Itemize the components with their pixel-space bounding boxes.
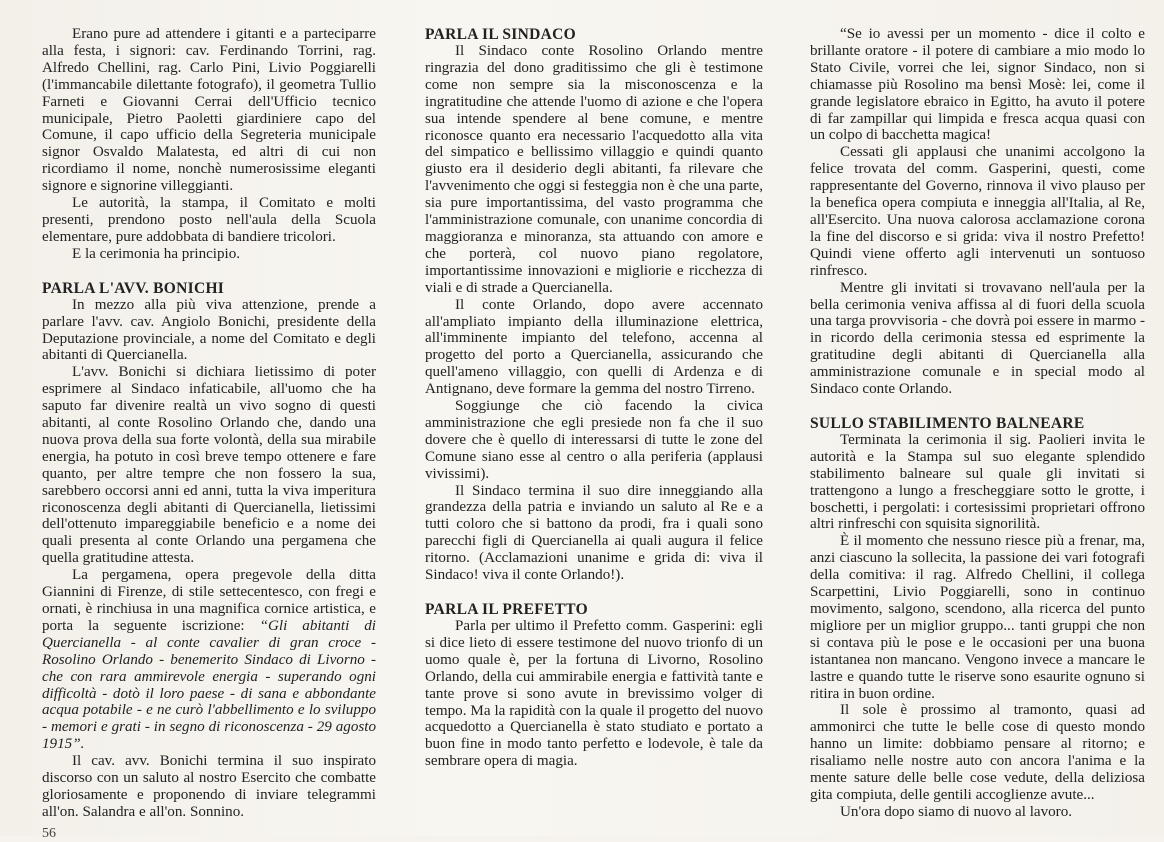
paragraph: Il conte Orlando, dopo avere accennato all'ampliato impianto della illuminazione elettrica, all'imminente impianto del telefono, accenna al progetto del porto a Quercianella, assicurando che quell'ameno villaggio, con quelli di Ardenza e di Antignano, deve formare la gemma del nostro Tirreno. bbox=[425, 296, 763, 398]
page-number: 56 bbox=[42, 826, 56, 841]
section-heading: PARLA IL SINDACO bbox=[425, 26, 576, 43]
paragraph-text: La pergamena, opera pregevole della ditta Giannini di Firenze, di stile settecentesco, con fregi e ornati, è rinchiusa in una magnifica cornice artistica, e porta la seguente iscrizione: bbox=[42, 567, 376, 634]
paragraph: Un'ora dopo siamo di nuovo al lavoro. bbox=[840, 803, 1073, 820]
inscription-quote: “Gli abitanti di Quercianella - al conte cavalier di gran croce - Rosolino Orlando - benemerito Sindaco di Livorno - che con rara ammirevole energia - superando ogni difficoltà - dotò il loro paese - di sana e abbondante acqua potabile - e ne curò l'abbellimento e lo sviluppo - memori e grati - in segno di riconoscenza - 29 agosto 1915”. bbox=[42, 617, 377, 753]
paragraph: Le autorità, la stampa, il Comitato e molti presenti, prendono posto nell'aula della Scuola elementare, pure addobbata di bandiere tricolori. bbox=[42, 195, 376, 245]
paragraph: Il sole è prossimo al tramonto, quasi ad ammonirci che tutte le belle cose di questo mondo hanno un limite: dobbiamo pensare al ritorno; e risaliamo nelle nostre auto con ancora l'anima e la mente sature delle belle cose vedute, della deliziosa gita compiuta, delle gentili accoglienze avute... bbox=[810, 702, 1145, 803]
paragraph: In mezzo alla più viva attenzione, prende a parlare l'avv. cav. Angiolo Bonichi, presidente della Deputazione provinciale, a nome del Comitato e degli abitanti di Quercianella. bbox=[42, 296, 376, 364]
section-heading: SULLO STABILIMENTO BALNEARE bbox=[810, 414, 1085, 432]
paragraph: Soggiunge che ciò facendo la civica amministrazione che egli presiede non fa che il suo dovere che è quello di interessarsi di tutte le zone del Comune siano esse al centro o alla periferia (applausi vivissimi). bbox=[425, 398, 763, 482]
paragraph: E la cerimonia ha principio. bbox=[72, 245, 241, 262]
paragraph: È il momento che nessuno riesce più a frenar, ma, anzi ciascuno la sollecita, la passione dei vari fotografi della comitiva: il rag. Alfredo Chellini, il collega Scarpettini, Livio Poggiarelli, sono in continuo movimento, salgono, scendono, alla ricerca del punto migliore per un miglior gruppo... tanti gruppi che non si contava più le pose e le occasioni per una buona istantanea non mancano. Vengono invece a mancare le lastre e quando tutte le riserve sono esaurite ognuno si ritira in buon ordine. bbox=[810, 533, 1145, 702]
paragraph: Parla per ultimo il Prefetto comm. Gasperini: egli si dice lieto di essere testimone del nuovo trionfo di un uomo quale è, per la fortuna di Livorno, Rosolino Orlando, della cui ammirabile energia e fattività tante e tante prove si sono avute in brevissimo volger di tempo. Ma la rapidità con la quale il progetto del nuovo acquedotto a Quercianella è stato studiato e portato a buon fine in modo tanto perfetto e lodevole, è tale da sembrare opera di magia. bbox=[425, 618, 763, 770]
section-heading: PARLA IL PREFETTO bbox=[425, 601, 589, 618]
section-heading: PARLA L'AVV. BONICHI bbox=[42, 279, 225, 297]
column-right bbox=[810, 26, 1145, 821]
paragraph bbox=[42, 567, 376, 753]
paragraph: Terminata la cerimonia il sig. Paolieri invita le autorità e la Stampa sul suo elegante splendido stabilimento balneare sul quale gli invitati si trattengono a lungo a frescheggiare sotto le grotte, i boschetti, i pergolati: i cortesissimi proprietari offrono altri rinfreschi con squisita signorilità. bbox=[810, 431, 1145, 533]
column-left bbox=[42, 26, 376, 821]
paragraph: Cessati gli applausi che unanimi accolgono la felice trovata del comm. Gasperini, questi, come rappresentante del Governo, rinnova il vivo plauso per la benefica opera compiuta e inneggia all'Italia, al Re, all'Esercito. Una nuova calorosa acclamazione corona la fine del discorso e si grida: viva il nostro Prefetto! Quindi viene offerto agli intervenuti un sontuoso rinfresco. bbox=[810, 144, 1145, 279]
paragraph: Il cav. avv. Bonichi termina il suo inspirato discorso con un saluto al nostro Esercito che combatte gloriosamente e proponendo di inviare telegrammi all'on. Salandra e all'on. Sonnino. bbox=[42, 753, 376, 820]
paragraph: “Se io avessi per un momento - dice il colto e brillante oratore - il potere di cambiare a mio modo lo Stato Civile, vorrei che lei, signor Sindaco, non si chiamasse più Rosolino ma bensì Mosè: lei, come il grande legislatore ebraico in Egitto, ha avuto il potere di far zampillar qui limpida e fresca acqua quasi con un colpo di bacchetta magica! bbox=[810, 26, 1145, 144]
paragraph: Il Sindaco termina il suo dire inneggiando alla grandezza della patria e inviando un saluto al Re e a tutti coloro che si battono da prodi, fra i quali sono parecchi figli di Quercianella ai quali augura il felice ritorno. (Acclamazioni unanime e grida di: viva il Sindaco! viva il conte Orlando!). bbox=[425, 482, 763, 584]
paragraph: Il Sindaco conte Rosolino Orlando mentre ringrazia del dono graditissimo che gli è testimone come non sempre sia la misconoscenza e la ingratitudine che attende l'uomo di azione e che l'opera sua intende spendere al bene comune, e mentre riconosce quanto era necessario l'acquedotto alla vita del simpatico e bellissimo villaggio e quindi quanto giusto era il desiderio degli abitanti, fa rilevare che l'avvenimento che oggi si festeggia non è che una parte, sia pure importantissima, del vasto programma che l'amministrazione comunale, con unanime concordia di maggioranza e minoranza, sta attuando con amore e che porterà, col nuovo piano regolatore, importantissime innovazioni e migliorie e ricchezza di viali e di strade a Quercianella. bbox=[425, 43, 763, 296]
paragraph: Erano pure ad attendere i gitanti e a parteciparre alla festa, i signori: cav. Ferdinando Torrini, rag. Alfredo Chellini, rag. Carlo Pini, Livio Poggiarelli (l'immancabile dilettante fotografo), il geometra Tullio Farneti e Giovanni Cerrai dell'Ufficio tecnico municipale, Pietro Paoletti giardiniere capo del Comune, il capo ufficio della Segreteria municipale signor Osvaldo Malatesta, ed altri di cui non ricordiamo il nome, nonchè numerosissime eleganti signore e signorine villeggianti. bbox=[42, 26, 376, 195]
paragraph: Mentre gli invitati si trovavano nell'aula per la bella cerimonia veniva affissa al di fuori della scuola una targa provvisoria - che dovrà poi essere in marmo - in ricordo della cerimonia stessa ed esprimente la gratitudine degli abitanti di Quercianella alla amministrazione comunale e in special modo al Sindaco conte Orlando. bbox=[810, 279, 1145, 398]
paragraph: L'avv. Bonichi si dichiara lietissimo di poter esprimere al Sindaco infaticabile, all'uomo che ha saputo far divenire realtà un vivo sogno di questi abitanti, al conte Rosolino Orlando che, dando una nuova prova della sua forte volontà, della sua mirabile energia, ha potuto in così breve tempo ottenere e fare quanto, per altre tempre che non fossero la sua, sarebbero occorsi anni ed anni, tutta la viva imperitura riconoscenza degli abitanti di Quercianella, lietissimi dell'ottenuto impareggiabile beneficio e a nome dei quali presenta al conte Orlando una pergamena che quella gratitudine attesta. bbox=[42, 364, 376, 567]
column-middle bbox=[425, 26, 763, 770]
